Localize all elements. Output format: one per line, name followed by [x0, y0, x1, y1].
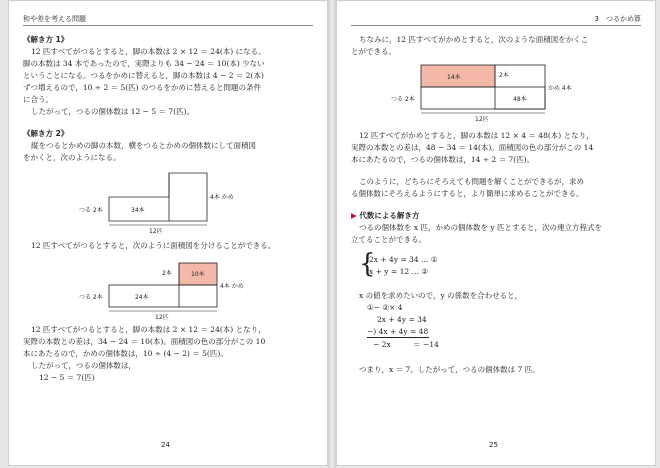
equation-line: ①− ②× 4	[367, 303, 403, 312]
body-line: 本にあたるので，かめの個体数は，10 ÷ (4 − 2) ＝ 5(匹)。	[23, 349, 228, 358]
body-line: 縦をつるとかめの脚の本数，横をつるとかめの個体数にして面積図	[31, 141, 256, 150]
diagram-label: 12匹	[149, 228, 163, 235]
page-number: 24	[161, 441, 170, 449]
diagram-label: 34本	[131, 207, 145, 214]
body-line: 本にあたるので，つるの個体数は，14 ÷ 2 ＝ 7(匹)。	[351, 155, 535, 164]
equation-line: x + y = 12 … ②	[369, 267, 429, 276]
diagram-label: 12匹	[475, 116, 489, 123]
diagram-label: つる 2本	[79, 207, 103, 214]
area-diagram-2	[9, 1, 329, 467]
diagram-label: 2本	[499, 72, 509, 79]
body-line: したがって，つるの個体数は 12 − 5 ＝ 7(匹)。	[31, 107, 194, 116]
diagram-label: つる 2本	[391, 96, 415, 103]
area-diagram-3	[337, 1, 657, 467]
diagram-label: 4本 かめ	[220, 283, 244, 290]
diagram-label: 24本	[135, 294, 149, 301]
triangle-marker-icon: ▶	[351, 211, 357, 220]
body-line: をかくと，次のようになる。	[23, 153, 121, 162]
body-line: x の値を求めたいので，y の係数を合わせると，	[359, 291, 523, 300]
left-page	[8, 0, 328, 466]
equation-line: −) 4x + 4y = 48	[367, 327, 429, 336]
section-title: 《解き方 1》	[23, 35, 69, 44]
body-line: る個体数にそろえるようにすると，より簡単に求めることができる。	[351, 189, 584, 198]
body-line: 12 匹すべてがかめとすると，脚の本数は 12 × 4 ＝ 48(本) となり，	[359, 131, 594, 140]
body-line: 12 − 5 ＝ 7(匹)	[39, 373, 95, 382]
diagram-label: 10本	[191, 271, 205, 278]
body-line: 脚の本数は 34 本であったので，実際よりも 34 − 24 ＝ 10(本) 少ない	[23, 59, 265, 68]
body-line: 12 匹すべてがつるとすると，脚の本数は 2 × 12 ＝ 24(本) となり，	[31, 325, 266, 334]
body-line: このように，どちらにそろえても問題を解くことができるが，求め	[359, 177, 584, 186]
diagram-label: 48本	[513, 96, 527, 103]
diagram-label: 4本 かめ	[210, 194, 234, 201]
brace-icon: {	[359, 249, 376, 279]
algebra-title: 代数による解き方	[359, 211, 420, 220]
body-line: 実際の本数との差は，48 − 34 ＝ 14(本)。面積図の色の部分がこの 14	[351, 143, 594, 152]
body-line: したがって，つるの個体数は，	[31, 361, 136, 370]
body-line: 立てることができる。	[351, 235, 426, 244]
body-line: つまり，x ＝ 7。したがって，つるの個体数は 7 匹。	[359, 365, 540, 374]
body-line: 12 匹すべてがつるとすると，次のように面積図を分けることができる。	[31, 241, 276, 250]
body-line: ちなみに，12 匹すべてがかめとすると，次のような面積図をかくこ	[359, 35, 589, 44]
body-line: ずつ増えるので，10 ÷ 2 ＝ 5(匹) のつるをかめに替えると問題の条件	[23, 83, 261, 92]
body-line: に合う。	[23, 95, 53, 104]
body-line: つるの個体数を x 匹，かめの個体数を y 匹とすると，次の連立方程式を	[359, 223, 603, 232]
diagram-label: 2本	[162, 270, 172, 277]
diagram-label: つる 2本	[79, 294, 103, 301]
book-gutter	[328, 0, 336, 468]
diagram-label: かめ 4本	[548, 85, 572, 92]
body-line: 実際の本数との差は，34 − 24 ＝ 10(本)。面積図の色の部分がこの 10	[23, 337, 266, 346]
section-title: 《解き方 2》	[23, 129, 69, 138]
equation-line: 2x + 4y = 34 … ①	[369, 255, 438, 264]
diagram-label: 12匹	[155, 314, 169, 321]
running-header: 3 つるかめ算	[594, 15, 641, 23]
equation-line: − 2x ＝ −14	[373, 340, 439, 349]
diagram-outline	[109, 285, 217, 307]
body-line: とができる。	[351, 47, 396, 56]
page-number: 25	[489, 441, 498, 449]
body-line: 12 匹すべてがつるとすると，脚の本数は 2 × 12 ＝ 24(本) になる。	[31, 47, 266, 56]
subtraction-rule	[367, 337, 429, 338]
body-line: ということになる。つるをかめに替えると，脚の本数は 4 − 2 ＝ 2(本)	[23, 71, 264, 80]
running-header: 和や差を考える問題	[23, 15, 86, 23]
equation-line: 2x + 4y = 34	[377, 315, 427, 324]
section-title	[351, 211, 419, 220]
right-page	[336, 0, 656, 466]
diagram-label: 14本	[447, 74, 461, 81]
